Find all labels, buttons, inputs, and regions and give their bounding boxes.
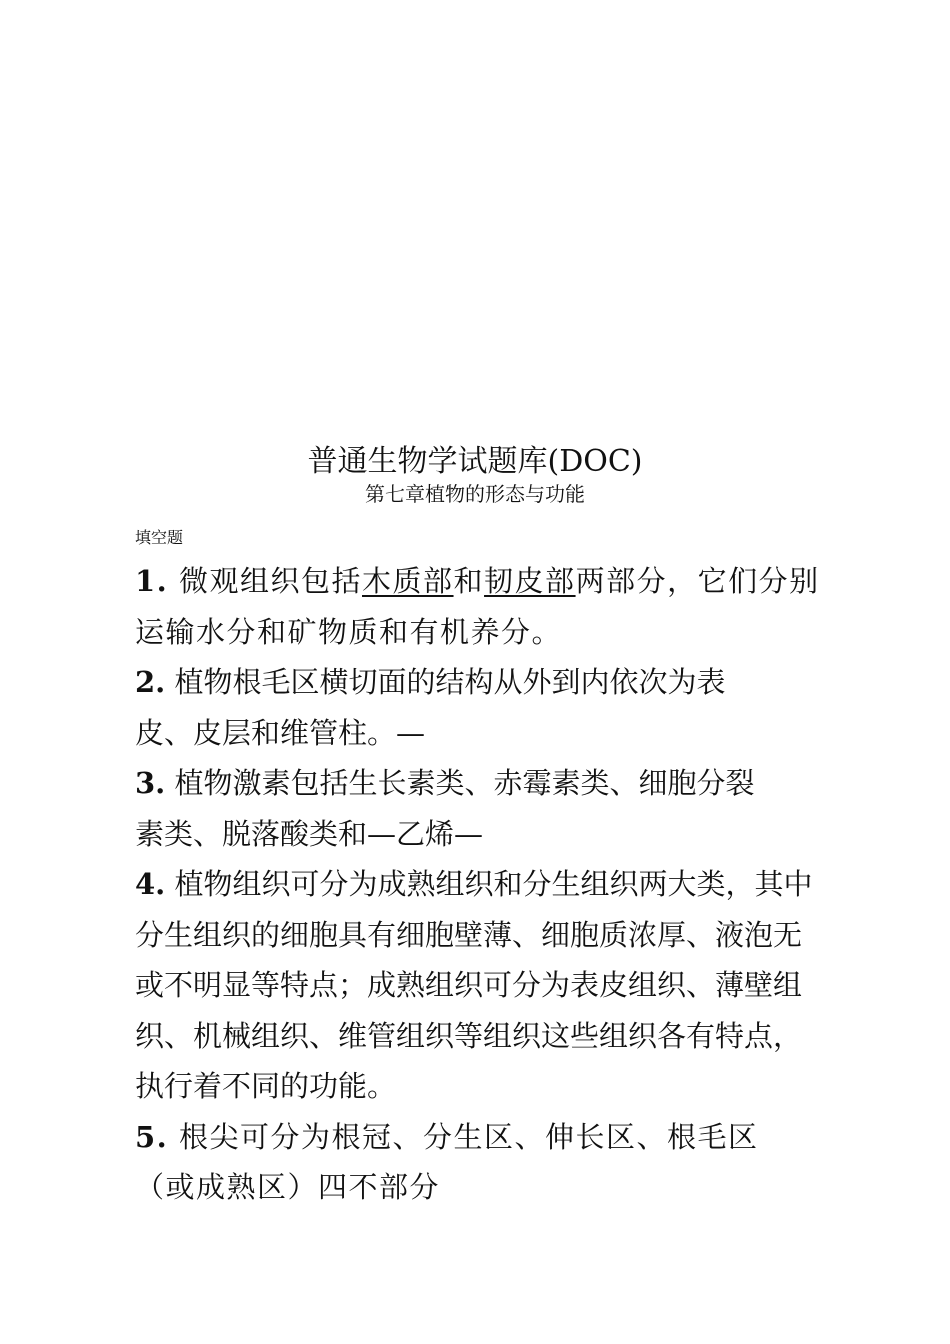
question-number: 2. [135, 665, 166, 699]
question-number: 3. [135, 766, 166, 800]
question-number: 4. [135, 867, 166, 901]
question-4 [135, 859, 825, 1112]
answer-blank: 韧皮部 [484, 564, 576, 598]
question-text: 植物组织可分为成熟组织和分生组织两大类，其中分生组织的细胞具有细胞壁薄、细胞质浓厚、液泡无或不明显等特点；成熟组织可分为表皮组织、薄壁组织、机械组织、维管组织等组织这些组织各有特点，执行着不同的功能。 [135, 867, 813, 1103]
question-text-line: 素类、脱落酸类和—乙烯— [135, 816, 484, 851]
question-text: 微观组织包括 [179, 564, 363, 598]
question-text-line: 皮、皮层和维管柱。— [135, 715, 426, 750]
question-5 [135, 1112, 825, 1213]
question-3 [135, 758, 825, 859]
question-text-line: 植物根毛区横切面的结构从外到内依次为表 [174, 665, 726, 699]
question-text: 和 [453, 564, 485, 598]
question-text-line: 植物激素包括生长素类、赤霉素类、细胞分裂 [174, 766, 755, 800]
question-text-line: 根尖可分为根冠、分生区、伸长区、根毛区 [179, 1119, 759, 1154]
question-2 [135, 657, 825, 758]
question-text: 两部分，它们分别运输水分和矿物质和有机养分。 [135, 564, 820, 649]
question-1 [135, 556, 825, 657]
question-list [135, 556, 825, 1213]
section-label: 填空题 [135, 528, 184, 547]
answer-blank: 木质部 [362, 564, 454, 598]
document-title: 普通生物学试题库(DOC) [307, 444, 643, 479]
question-number: 1. [135, 564, 169, 598]
chapter-subtitle: 第七章植物的形态与功能 [365, 482, 585, 506]
question-number: 5. [135, 1119, 169, 1154]
question-text-line: （或成熟区）四不部分 [135, 1170, 441, 1204]
